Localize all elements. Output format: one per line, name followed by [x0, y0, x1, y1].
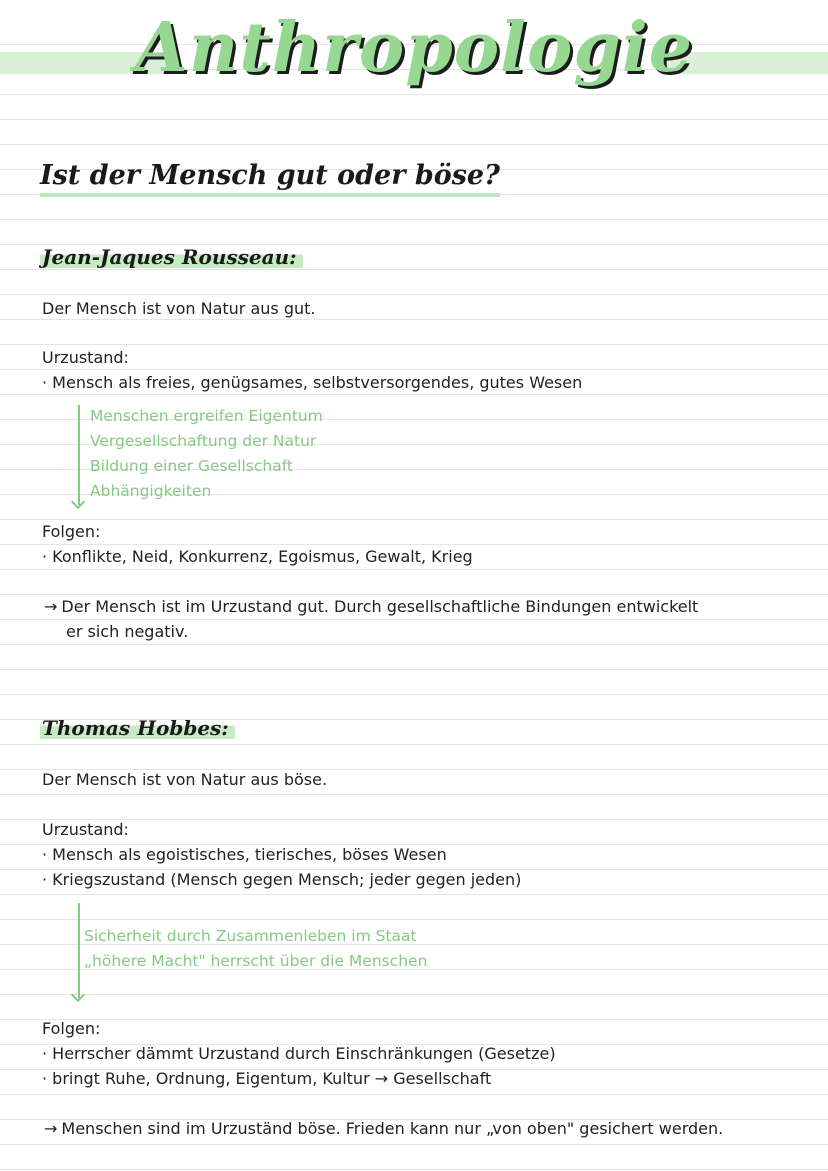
down-arrow-icon	[78, 903, 80, 998]
rousseau-urzustand-item: · Mensch als freies, genügsames, selbstversorgendes, gutes Wesen	[42, 373, 583, 392]
right-arrow-icon: →	[44, 1119, 58, 1138]
page-title: Anthropologie	[135, 8, 693, 88]
rousseau-development-item: Bildung einer Gesellschaft	[90, 457, 293, 475]
hobbes-urzustand-item: · Mensch als egoistisches, tierisches, böses Wesen	[42, 845, 447, 864]
rousseau-urzustand-label: Urzustand:	[42, 348, 129, 367]
hobbes-urzustand-item: · Kriegszustand (Mensch gegen Mensch; jeder gegen jeden)	[42, 870, 522, 889]
rousseau-conclusion	[44, 597, 698, 617]
main-heading: Ist der Mensch gut oder böse?	[40, 160, 500, 197]
rousseau-conclusion-line1: Der Mensch ist im Urzustand gut. Durch gesellschaftliche Bindungen entwickelt	[61, 597, 699, 616]
rousseau-thesis: Der Mensch ist von Natur aus gut.	[42, 299, 316, 318]
hobbes-folgen-label: Folgen:	[42, 1019, 101, 1038]
hobbes-thesis: Der Mensch ist von Natur aus böse.	[42, 770, 328, 789]
rousseau-development-item: Vergesellschaftung der Natur	[90, 432, 317, 450]
right-arrow-icon: →	[44, 597, 58, 616]
rousseau-folgen-item: · Konflikte, Neid, Konkurrenz, Egoismus, Gewalt, Krieg	[42, 547, 473, 566]
down-arrow-icon	[78, 405, 80, 505]
rousseau-development-item: Abhängigkeiten	[90, 482, 212, 500]
hobbes-heading: Thomas Hobbes:	[40, 716, 235, 740]
hobbes-urzustand-label: Urzustand:	[42, 820, 129, 839]
hobbes-development-item: „höhere Macht" herrscht über die Menschen	[84, 952, 428, 970]
rousseau-heading: Jean-Jaques Rousseau:	[40, 245, 303, 269]
hobbes-conclusion-line1: Menschen sind im Urzuständ böse. Frieden kann nur „von oben" gesichert werden.	[61, 1119, 724, 1138]
hobbes-conclusion	[44, 1119, 723, 1139]
rousseau-folgen-label: Folgen:	[42, 522, 101, 541]
rousseau-development-item: Menschen ergreifen Eigentum	[90, 407, 323, 425]
hobbes-folgen-item: · Herrscher dämmt Urzustand durch Einschränkungen (Gesetze)	[42, 1044, 556, 1063]
hobbes-folgen-item: · bringt Ruhe, Ordnung, Eigentum, Kultur → Gesellschaft	[42, 1069, 492, 1088]
hobbes-development-item: Sicherheit durch Zusammenleben im Staat	[84, 927, 417, 945]
rousseau-conclusion-line2: er sich negativ.	[66, 622, 189, 641]
